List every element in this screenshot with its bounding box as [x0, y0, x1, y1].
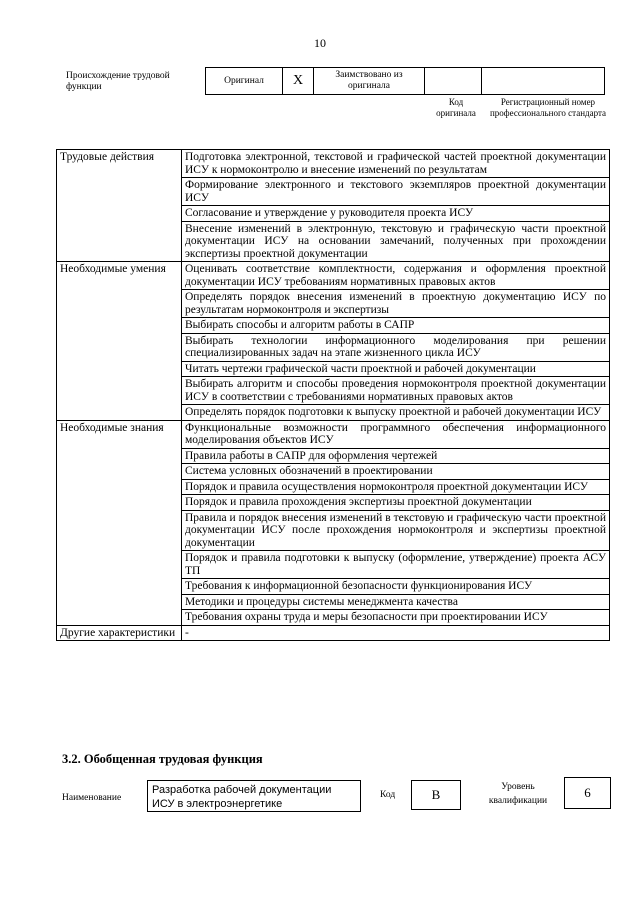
- item-cell: Функциональные возможности программного обеспечения информационного моделирования объектов ИСУ: [182, 420, 610, 448]
- reg-number-caption: Регистрационный номер профессионального стандарта: [489, 97, 607, 118]
- level-label: Уровень квалификации: [488, 782, 548, 806]
- item-cell: Порядок и правила осуществления нормоконтроля проектной документации ИСУ: [182, 479, 610, 495]
- category-cell: Необходимые знания: [57, 420, 182, 625]
- item-cell: Требования охраны труда и меры безопасности при проектировании ИСУ: [182, 610, 610, 626]
- item-cell: Выбирать технологии информационного моделирования при решении специализированных задач на этапе жизненного цикла ИСУ: [182, 333, 610, 361]
- item-cell: Определять порядок внесения изменений в проектную документацию ИСУ по результатам нормоконтроля и экспертизы: [182, 290, 610, 318]
- item-cell: -: [182, 625, 610, 641]
- table-row: [57, 150, 610, 178]
- item-cell: Согласование и утверждение у руководителя проекта ИСУ: [182, 206, 610, 222]
- origin-reg-cell: [482, 68, 605, 95]
- category-cell: Трудовые действия: [57, 150, 182, 262]
- code-value: B: [411, 780, 461, 810]
- origin-code-cell: [425, 68, 482, 95]
- category-cell: Другие характеристики: [57, 625, 182, 641]
- item-cell: Формирование электронного и текстового экземпляров проектной документации ИСУ: [182, 178, 610, 206]
- origin-original: Оригинал: [206, 68, 283, 95]
- item-cell: Определять порядок подготовки к выпуску проектной и рабочей документации ИСУ: [182, 405, 610, 421]
- table-row: [57, 625, 610, 641]
- level-value: 6: [564, 777, 611, 809]
- code-original-caption: Код оригинала: [436, 97, 476, 118]
- table-row: [57, 420, 610, 448]
- item-cell: Правила и порядок внесения изменений в текстовую и графическую части проектной документации ИСУ после прохождения нормоконтроля и экспертизы проектной документации: [182, 510, 610, 551]
- category-cell: Необходимые умения: [57, 262, 182, 421]
- name-label: Наименование: [62, 793, 122, 803]
- origin-mark: X: [283, 68, 314, 95]
- item-cell: Порядок и правила прохождения экспертизы проектной документации: [182, 495, 610, 511]
- item-cell: Методики и процедуры системы менеджмента качества: [182, 594, 610, 610]
- item-cell: Читать чертежи графической части проектной и рабочей документации: [182, 361, 610, 377]
- origin-label: Происхождение трудовой функции: [66, 71, 170, 92]
- table-row: [57, 262, 610, 290]
- item-cell: Оценивать соответствие комплектности, содержания и оформления проектной документации ИСУ требованиям нормативных правовых актов: [182, 262, 610, 290]
- name-value: Разработка рабочей документации ИСУ в электроэнергетике: [147, 780, 361, 812]
- item-cell: Система условных обозначений в проектировании: [182, 464, 610, 480]
- item-cell: Выбирать способы и алгоритм работы в САПР: [182, 318, 610, 334]
- functions-table: [56, 149, 610, 641]
- section-title: 3.2. Обобщенная трудовая функция: [62, 752, 263, 766]
- item-cell: Подготовка электронной, текстовой и графической частей проектной документации ИСУ к нормоконтролю и внесение изменений по результатам: [182, 150, 610, 178]
- origin-table: [205, 67, 605, 95]
- item-cell: Правила работы в САПР для оформления чертежей: [182, 448, 610, 464]
- page-number: 10: [314, 36, 326, 50]
- item-cell: Выбирать алгоритм и способы проведения нормоконтроля проектной документации ИСУ в соответствии с требованиями нормативных правовых актов: [182, 377, 610, 405]
- code-label: Код: [380, 790, 396, 800]
- item-cell: Требования к информационной безопасности функционирования ИСУ: [182, 579, 610, 595]
- item-cell: Порядок и правила подготовки к выпуску (оформление, утверждение) проекта АСУ ТП: [182, 551, 610, 579]
- item-cell: Внесение изменений в электронную, текстовую и графическую части проектной документации ИСУ на основании замечаний, полученных при прохождении экспертизы проектной документации: [182, 221, 610, 262]
- origin-borrowed: Заимствовано из оригинала: [314, 68, 425, 95]
